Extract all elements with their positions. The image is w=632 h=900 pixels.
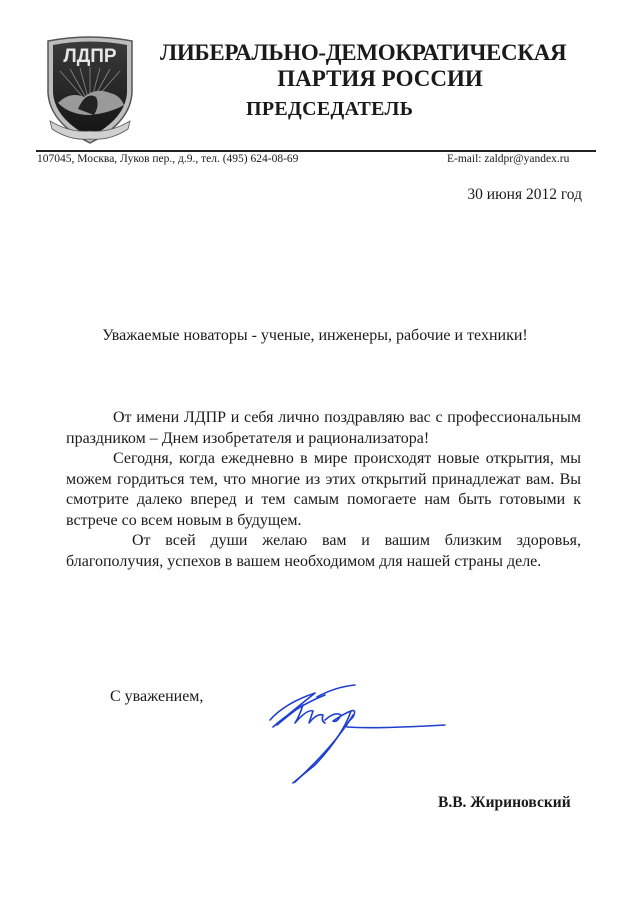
body-paragraph: От всей души желаю вам и вашим близким здоровья, благополучия, успехов в вашем необходимом для нашей страны деле. xyxy=(66,532,581,570)
party-logo xyxy=(40,35,140,147)
address-line: 107045, Москва, Луков пер., д.9., тел. (495) 624-08-69 xyxy=(37,153,299,165)
email-line: E-mail: zaldpr@yandex.ru xyxy=(447,153,570,165)
letter-body xyxy=(66,408,581,572)
body-paragraph: От имени ЛДПР и себя лично поздравляю вас с профессиональным праздником – Днем изобретателя и рационализатора! xyxy=(66,409,581,447)
closing-phrase: С уважением, xyxy=(110,688,204,705)
logo-text: ЛДПР xyxy=(63,46,117,67)
signature xyxy=(255,665,470,785)
org-name-line2: ПАРТИЯ РОССИИ xyxy=(277,66,483,91)
position-title: ПРЕДСЕДАТЕЛЬ xyxy=(246,98,414,120)
letter-date: 30 июня 2012 год xyxy=(467,186,582,203)
body-paragraph: Сегодня, когда ежедневно в мире происходят новые открытия, мы можем гордиться тем, что многие из этих открытий принадлежат вам. Вы смотрите далеко вперед и тем самым помогаете нам быть готовыми к встрече со всем новым в будущем. xyxy=(66,450,581,529)
org-name-line1: ЛИБЕРАЛЬНО-ДЕМОКРАТИЧЕСКАЯ xyxy=(160,40,567,65)
salutation: Уважаемые новаторы - ученые, инженеры, рабочие и техники! xyxy=(102,327,528,344)
signatory-name: В.В. Жириновский xyxy=(438,794,571,811)
